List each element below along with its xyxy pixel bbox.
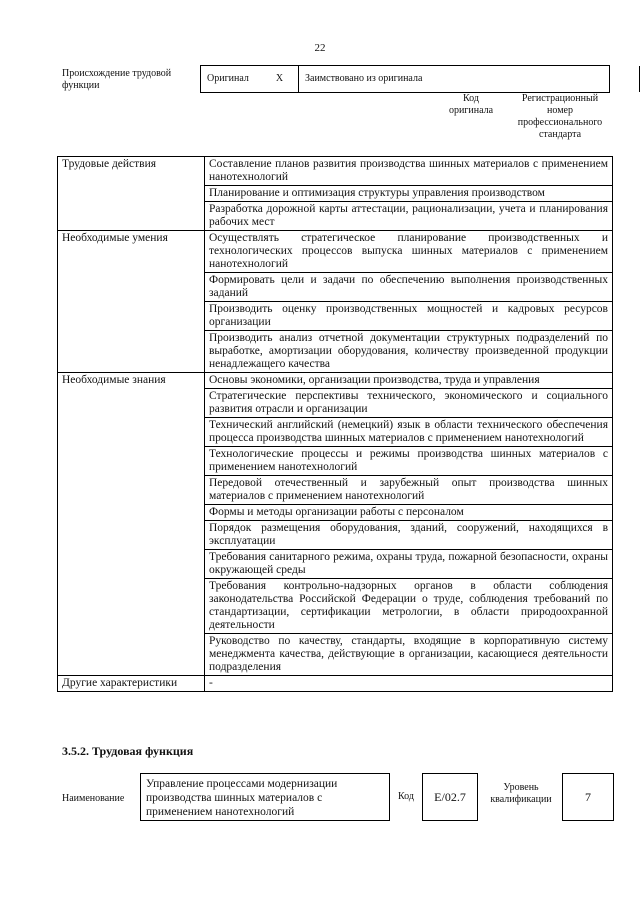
- function-table: [57, 156, 613, 692]
- table-cell: Передовой отечественный и зарубежный опыт производства шинных материалов с применением нанотехнологий: [205, 476, 613, 505]
- labor-actions-label: Трудовые действия: [58, 157, 205, 231]
- required-skills-label: Необходимые умения: [58, 231, 205, 373]
- table-cell: Технический английский (немецкий) язык в области технического обеспечения процесса производства шинных материалов с применением нанотехнологий: [205, 418, 613, 447]
- table-cell: Требования санитарного режима, охраны труда, пожарной безопасности, охраны окружающей среды: [205, 550, 613, 579]
- other-characteristics-label: Другие характеристики: [58, 676, 205, 692]
- table-cell: Производить оценку производственных мощностей и кадровых ресурсов организации: [205, 302, 613, 331]
- table-cell: Осуществлять стратегическое планирование производственных и технологических процессов выпуска шинных материалов с применением нанотехнологий: [205, 231, 613, 273]
- origin-box: [200, 65, 610, 93]
- table-cell: Производить анализ отчетной документации структурных подразделений по выработке, амортизации оборудования, количеству произведенной продукции ненадлежащего качества: [205, 331, 613, 373]
- table-cell: Основы экономики, организации производства, труда и управления: [205, 373, 613, 389]
- table-cell: Формировать цели и задачи по обеспечению выполнения производственных заданий: [205, 273, 613, 302]
- reg-number-label: Регистрационный номер профессионального стандарта: [517, 93, 603, 140]
- table-cell: Стратегические перспективы технического, экономического и социального развития отрасли и организации: [205, 389, 613, 418]
- table-cell: Требования контрольно-надзорных органов в области соблюдения законодательства Российской Федерации о труде, соблюдения требований по стандартизации, сертификации метрологии, в области природоохранной деятельности: [205, 579, 613, 634]
- borrowed-label: Заимствовано из оригинала: [299, 66, 640, 92]
- page-number: 22: [314, 42, 326, 54]
- table-cell: Формы и методы организации работы с персоналом: [205, 505, 613, 521]
- original-label: Оригинал: [207, 73, 249, 84]
- table-row: [58, 676, 613, 692]
- required-knowledge-label: Необходимые знания: [58, 373, 205, 676]
- table-cell: Порядок размещения оборудования, зданий, сооружений, находящихся в эксплуатации: [205, 521, 613, 550]
- table-row: [58, 157, 613, 186]
- code-label: Код: [398, 791, 414, 802]
- table-cell: Технологические процессы и режимы производства шинных материалов с применением нанотехнологий: [205, 447, 613, 476]
- table-cell: Планирование и оптимизация структуры управления производством: [205, 186, 613, 202]
- table-cell: Руководство по качеству, стандарты, входящие в корпоративную систему менеджмента качества, действующие в организации, касающиеся деятельности подразделения: [205, 634, 613, 676]
- function-name-field: Управление процессами модернизации производства шинных материалов с применением нанотехнологий: [140, 773, 390, 821]
- qualification-level-label: Уровень квалификации: [490, 782, 552, 805]
- name-label: Наименование: [62, 793, 125, 804]
- table-cell: Разработка дорожной карты аттестации, рационализации, учета и планирования рабочих мест: [205, 202, 613, 231]
- code-value: E/02.7: [422, 773, 478, 821]
- table-row: [58, 231, 613, 273]
- original-mark: X: [261, 66, 299, 92]
- qualification-level-value: 7: [562, 773, 614, 821]
- section-title: 3.5.2. Трудовая функция: [62, 744, 194, 758]
- other-characteristics-value: -: [205, 676, 613, 692]
- origin-label: Происхождение трудовой функции: [62, 68, 172, 91]
- table-cell: Составление планов развития производства шинных материалов с применением нанотехнологий: [205, 157, 613, 186]
- code-original-label: Код оригинала: [448, 93, 494, 116]
- table-row: [58, 373, 613, 389]
